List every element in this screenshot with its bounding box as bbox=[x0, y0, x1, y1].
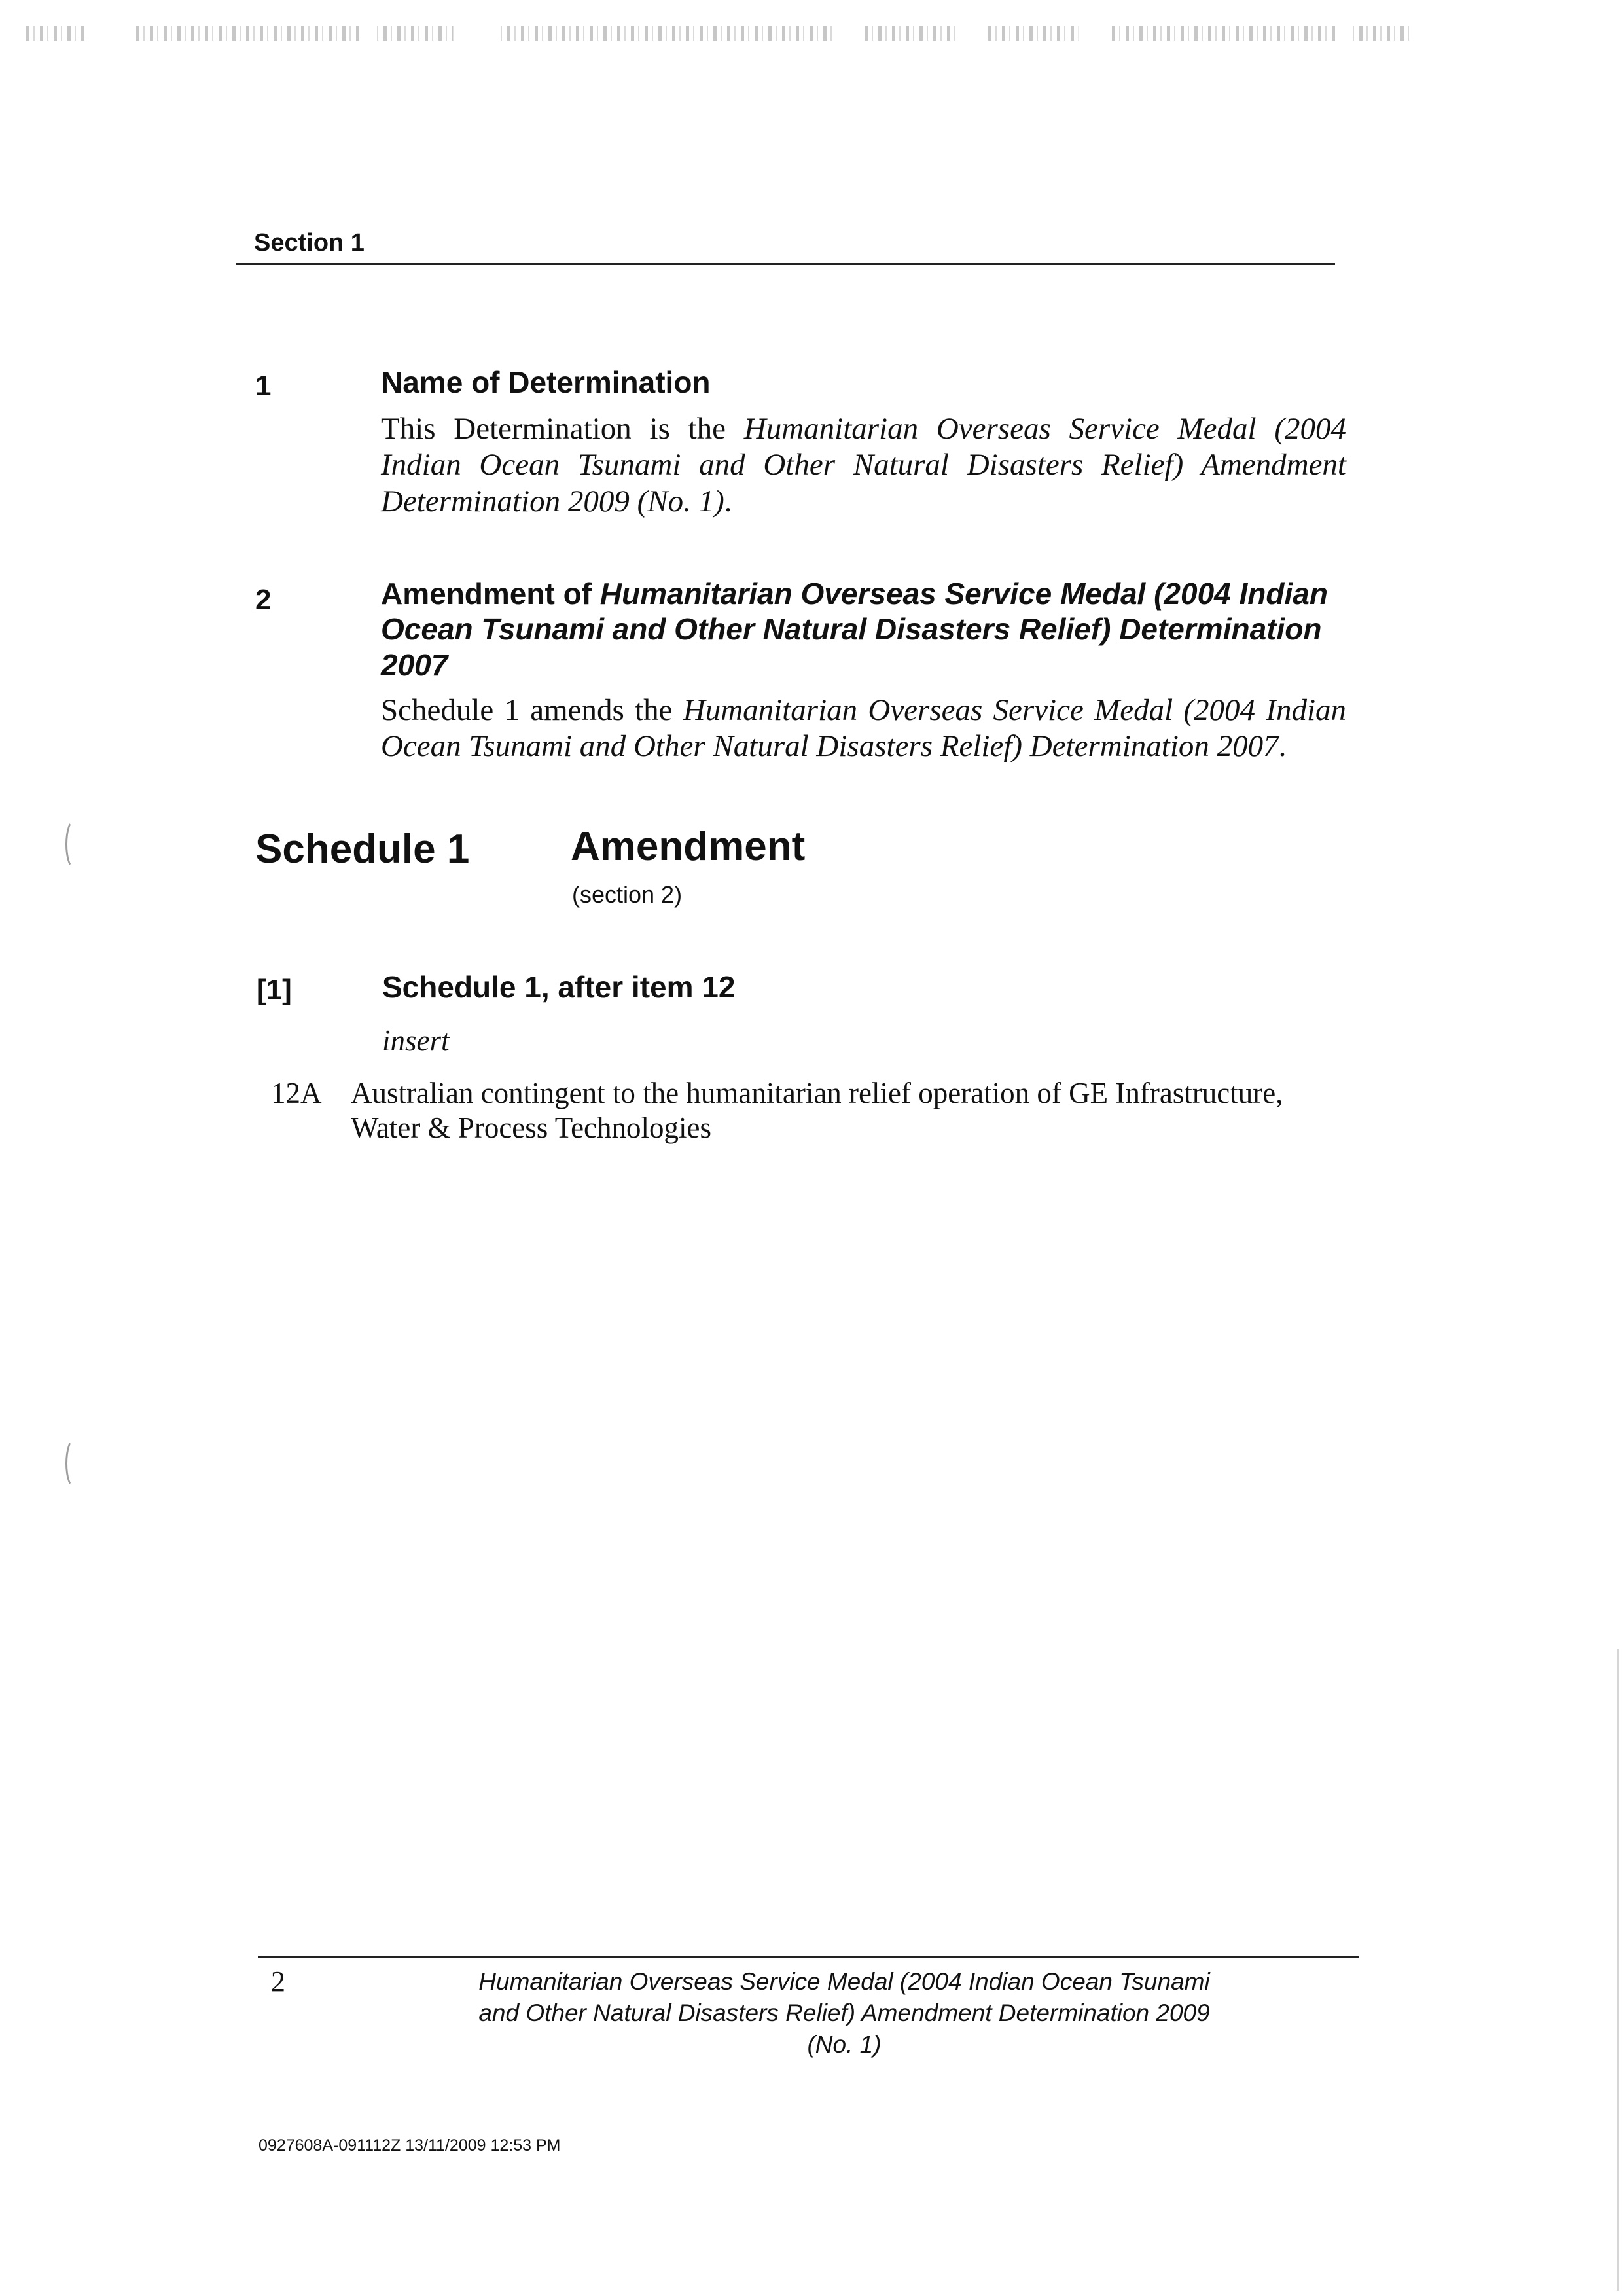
section-2-body-prefix: Schedule 1 amends the bbox=[381, 693, 683, 727]
section-2-body-title: Humanitarian Overseas Service Medal (2004 Indian Ocean Tsunami and Other Natural Disasters Relief) Determination 2007 bbox=[381, 693, 1346, 764]
schedule-title: Amendment bbox=[571, 824, 806, 869]
footer-rule bbox=[258, 1956, 1359, 1958]
scan-fax-header-strip bbox=[26, 26, 1551, 41]
section-1-number: 1 bbox=[255, 370, 272, 402]
scan-binder-mark bbox=[65, 819, 83, 869]
section-2-body-suffix: . bbox=[1278, 729, 1287, 764]
schedule-label: Schedule 1 bbox=[255, 827, 470, 872]
amendment-instruction: insert bbox=[382, 1024, 450, 1057]
inserted-item-text: Australian contingent to the humanitarian relief operation of GE Infrastructure, Water & Process Technologies bbox=[351, 1077, 1283, 1144]
section-2-heading bbox=[381, 576, 1330, 683]
section-1-body-title: Humanitarian Overseas Service Medal (2004 Indian Ocean Tsunami and Other Natural Disasters Relief) Amendment Determination 2009 (No. 1) bbox=[381, 412, 1346, 518]
section-2-heading-prefix: Amendment of bbox=[381, 577, 600, 611]
footer-page-number: 2 bbox=[271, 1965, 285, 1998]
amendment-item-heading: Schedule 1, after item 12 bbox=[382, 970, 736, 1004]
print-timestamp: 0927608A-091112Z 13/11/2009 12:53 PM bbox=[259, 2136, 561, 2155]
section-2-body bbox=[381, 692, 1346, 765]
amendment-item-number: [1] bbox=[257, 974, 292, 1006]
running-header-section-label: Section 1 bbox=[254, 229, 365, 257]
scan-binder-mark bbox=[65, 1439, 83, 1488]
header-rule bbox=[236, 263, 1335, 265]
section-1-body-suffix: . bbox=[724, 484, 732, 518]
scan-edge-line bbox=[1617, 1649, 1619, 2291]
section-1-body-prefix: This Determination is the bbox=[381, 412, 744, 446]
schedule-subtitle: (section 2) bbox=[572, 881, 683, 908]
section-1-heading: Name of Determination bbox=[381, 365, 711, 399]
footer-document-title: Humanitarian Overseas Service Medal (2004 Indian Ocean Tsunami and Other Natural Disasters Relief) Amendment Determination 2009 (No. 1) bbox=[478, 1968, 1210, 2058]
section-2-heading-title: Humanitarian Overseas Service Medal (2004 Indian Ocean Tsunami and Other Natural Disasters Relief) Determination 2007 bbox=[381, 577, 1328, 682]
section-1-body bbox=[381, 411, 1346, 520]
inserted-item-number: 12A bbox=[271, 1077, 322, 1109]
section-2-number: 2 bbox=[255, 584, 272, 616]
